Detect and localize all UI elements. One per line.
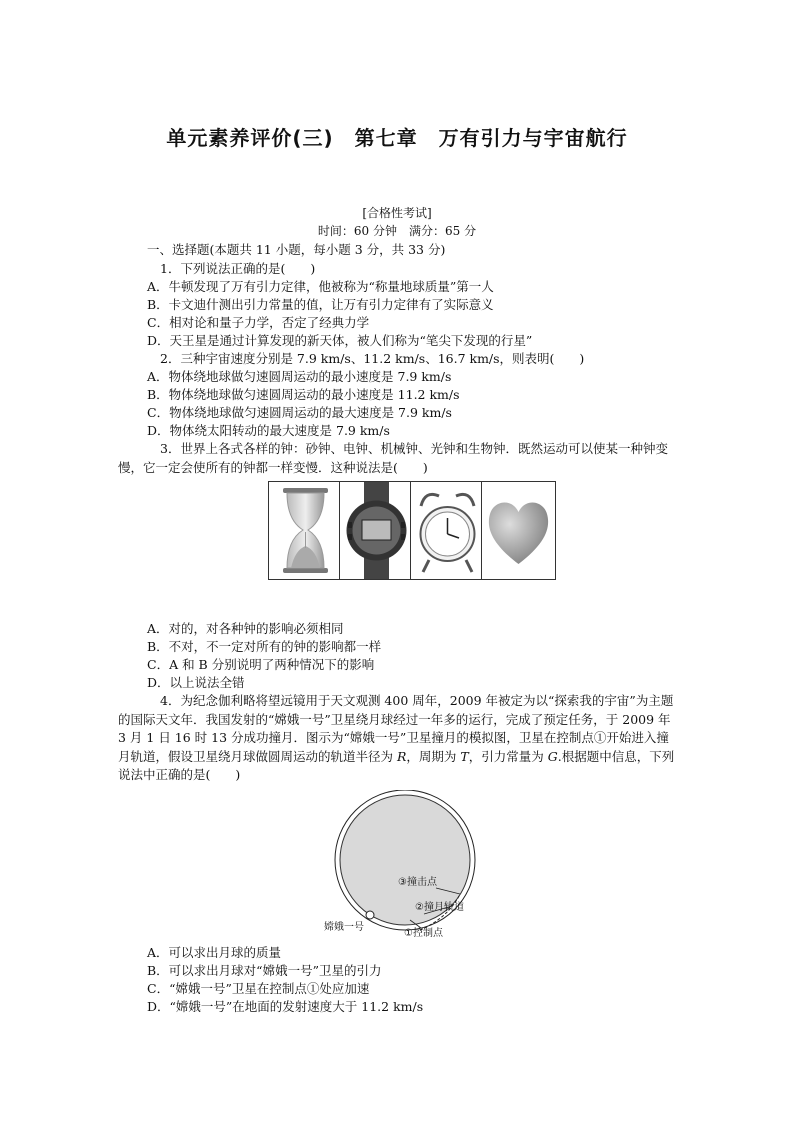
clock-images: [268, 481, 556, 580]
q3-option-d: D．以上说法全错: [147, 675, 245, 690]
q4-stem-part: ，引力常量为: [468, 748, 548, 764]
hourglass-icon: [269, 482, 342, 579]
q4-var-t: T: [460, 748, 469, 764]
orbit-diagram-svg: [318, 790, 508, 940]
q2-stem: 2．三种宇宙速度分别是 7.9 km/s、11.2 km/s、16.7 km/s，则表明( ): [160, 351, 585, 366]
exam-type: [合格性考试]: [362, 206, 432, 220]
q4-var-r: R: [396, 748, 407, 764]
digital-watch-icon: [340, 482, 413, 579]
impact-point-label: ③撞击点: [398, 877, 437, 888]
q4-stem-part: ，周期为: [406, 748, 461, 764]
control-point-label: ①控制点: [404, 928, 443, 939]
q4-stem-part: 4．为纪念伽利略将望远镜用于天文观测 400 周年，2009 年被定为以“探索我的宇宙”为主题的国际天文年．我国发射的“嫦娥一号”卫星绕月球经过一年多的运行，完成了预定任务，于 2009 年 3 月 1 日 16 时 13 分成功撞月．图示为“嫦娥一号”卫星撞月的模拟图，卫星在控制点①开始进入撞月轨道，假设卫星绕月球做圆周运动的轨道半径为: [118, 693, 674, 764]
alarm-clock-icon: [411, 482, 484, 579]
q4-stem-part: .根据题中信息，下列说法中正确的是( ): [118, 748, 675, 782]
q3-option-a: A．对的，对各种钟的影响必须相同: [147, 621, 344, 636]
heart-icon: [482, 482, 555, 579]
section-heading: 一、选择题(本题共 11 小题，每小题 3 分，共 33 分): [147, 242, 446, 257]
q1-option-b: B．卡文迪什测出引力常量的值，让万有引力定律有了实际意义: [147, 297, 494, 312]
q2-option-a: A．物体绕地球做匀速圆周运动的最小速度是 7.9 km/s: [147, 369, 452, 384]
q3-stem: 3．世界上各式各样的钟：砂钟、电钟、机械钟、光钟和生物钟．既然运动可以使某一种钟变慢，它一定会使所有的钟都一样变慢．这种说法是( ): [118, 441, 668, 475]
q4-var-g: G: [547, 748, 558, 764]
page-title: 单元素养评价(三) 第七章 万有引力与宇宙航行: [166, 126, 628, 150]
q4-stem: [118, 692, 678, 785]
impact-orbit-label: ②撞月轨道: [415, 902, 464, 913]
q4-option-b: B．可以求出月球对“嫦娥一号”卫星的引力: [147, 963, 382, 978]
moon-impact-diagram: [318, 790, 508, 940]
alarm-clock-image: [410, 481, 485, 580]
q1-option-d: D．天王星是通过计算发现的新天体，被人们称为“笔尖下发现的行星”: [147, 333, 533, 348]
satellite-label: 嫦娥一号: [324, 922, 364, 933]
q2-option-b: B．物体绕地球做匀速圆周运动的最小速度是 11.2 km/s: [147, 387, 460, 402]
exam-time: 时间：60 分钟 满分：65 分: [317, 224, 477, 238]
digital-watch-image: [339, 481, 414, 580]
q1-option-a: A．牛顿发现了万有引力定律，他被称为“称量地球质量”第一人: [147, 279, 494, 294]
q1-option-c: C．相对论和量子力学，否定了经典力学: [147, 315, 370, 330]
q2-option-c: C．物体绕地球做匀速圆周运动的最大速度是 7.9 km/s: [147, 405, 452, 420]
q3-option-b: B．不对，不一定对所有的钟的影响都一样: [147, 639, 382, 654]
q3-option-c: C．A 和 B 分别说明了两种情况下的影响: [147, 657, 375, 672]
q1-stem: 1．下列说法正确的是( ): [160, 261, 316, 276]
satellite-dot: [366, 911, 374, 919]
q4-option-c: C．“嫦娥一号”卫星在控制点①处应加速: [147, 981, 370, 996]
heart-image: [481, 481, 556, 580]
q2-option-d: D．物体绕太阳转动的最大速度是 7.9 km/s: [147, 423, 390, 438]
hourglass-image: [268, 481, 343, 580]
q4-option-a: A．可以求出月球的质量: [147, 945, 282, 960]
q4-option-d: D．“嫦娥一号”在地面的发射速度大于 11.2 km/s: [147, 999, 424, 1014]
